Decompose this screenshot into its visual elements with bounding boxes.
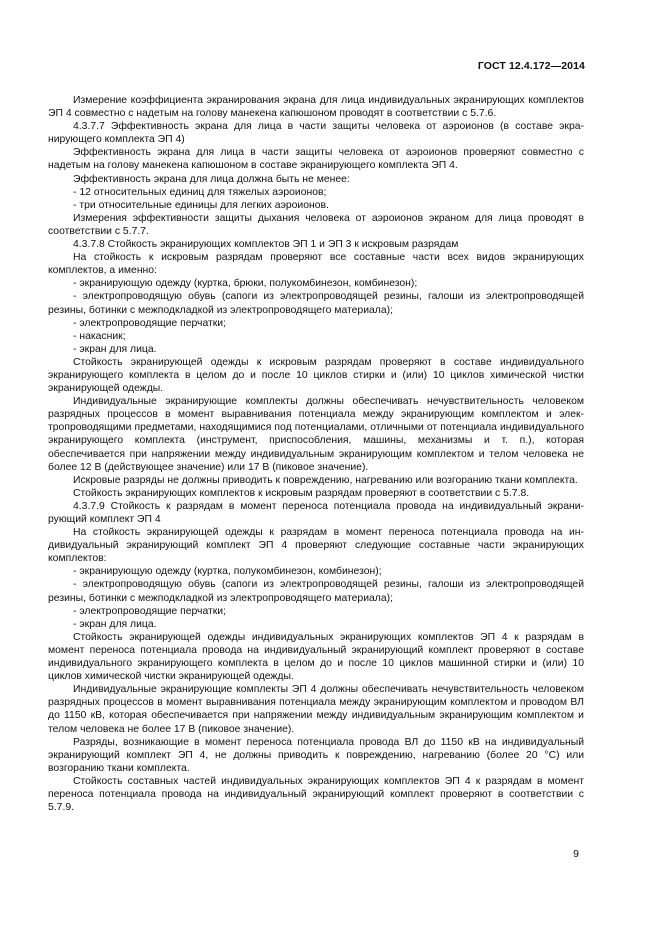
paragraph: На стойкость к искровым разрядам проверяют все составные части всех видов экранирующих комплектов, а именно: (48, 252, 584, 277)
page-number: 9 (573, 848, 579, 860)
list-item: - электропроводящую обувь (сапоги из электропроводящей резины, галоши из электропроводящей резины, ботинки с межподкладкой из электропроводящего материала); (48, 579, 584, 604)
list-item: - экранирующую одежду (куртка, полукомбинезон, комбинезон); (73, 566, 382, 578)
list-item: - экран для лица. (73, 618, 157, 630)
list-item: - экранирующую одежду (куртка, брюки, полукомбинезон, комбинезон); (73, 278, 418, 290)
list-item: - электропроводящие перчатки; (73, 317, 227, 329)
paragraph: Стойкость экранирующих комплектов к искровым разрядам проверяют в соответствии с 5.7.8. (73, 487, 530, 499)
list-item: - накасник; (73, 330, 126, 342)
clause-heading: 4.3.7.9 Стойкость к разрядам в момент переноса потенциала провода на индивидуальный экранирующий комплект ЭП 4 (48, 500, 584, 525)
list-item: - электропроводящие перчатки; (73, 605, 227, 617)
paragraph: Измерения эффективности защиты дыхания человека от аэроионов экраном для лица проводят в соответствии с 5.7.7. (48, 212, 584, 237)
list-item: - электропроводящую обувь (сапоги из электропроводящей резины, галоши из электропроводящей резины, ботинки с межподкладкой из электропроводящего материала); (48, 291, 584, 316)
paragraph: Стойкость экранирующей одежды индивидуальных экранирующих комплектов ЭП 4 к разрядам в момент переноса потенциала провода на индивидуальный экранирующий комплект проверяют в составе индивидуального экранирующего комплекта в целом до и после 10 циклов машинной стирки и (или) 10 циклов химической чистки экранирующей одежды. (48, 631, 584, 683)
paragraph: Разряды, возникающие в момент переноса потенциала провода ВЛ до 1150 кВ на индивидуальный экранирующий комплект ЭП 4, не должны приводить к повреждению, нагреванию (более 20 °С) или возгоранию ткани комплекта. (48, 736, 584, 774)
paragraph: Эффективность экрана для лица в части защиты человека от аэроионов проверяют совместно с надетым на голову манекена капюшоном в составе экранирующего комплекта ЭП 4. (48, 147, 584, 172)
paragraph: Стойкость составных частей индивидуальных экранирующих комплектов ЭП 4 к разрядам в момент переноса потенциала провода на индивидуальный экранирующий комплект проверяют в соответствии с 5.7.9. (48, 775, 584, 814)
paragraph: Стойкость экранирующей одежды к искровым разрядам проверяют в составе индивидуального экранирующего комплекта в целом до и после 10 циклов стирки и (или) 10 циклов химической чистки экранирующей одежды. (48, 356, 584, 395)
clause-heading: 4.3.7.7 Эффективность экрана для лица в части защиты человека от аэроионов (в составе экранирующего комплекта ЭП 4) (48, 121, 584, 146)
paragraph: Индивидуальные экранирующие комплекты ЭП 4 должны обеспечивать нечувствительность человеком разрядных процессов в момент выравнивания потенциала между экранирующим комплектом и проводом ВЛ до 1150 кВ, которая обеспечивается при напряжении между индивидуальным экранирующим комплектом и телом человека не более 17 В (пиковое значение). (48, 684, 584, 735)
standard-header: ГОСТ 12.4.172—2014 (477, 60, 585, 72)
list-item: - 12 относительных единиц для тяжелых аэроионов; (73, 186, 327, 198)
paragraph: Индивидуальные экранирующие комплекты должны обеспечивать нечувствительность человеком разрядных процессов в момент выравнивания потенциала между экранирующим комплектом и электропроводящими предметами, находящимися под потенциалами, отличными от потенциала индивидуального экранирующего комплекта (инструмент, приспособления, машины, механизмы и т. п.), которая обеспечивается при напряжении между индивидуальным экранирующим комплектом и телом человека не более 12 В (действующее значение) или 17 В (пиковое значение). (48, 396, 584, 473)
clause-heading: 4.3.7.8 Стойкость экранирующих комплектов ЭП 1 и ЭП 3 к искровым разрядам (73, 239, 459, 251)
paragraph: Искровые разряды не должны приводить к повреждению, нагреванию или возгоранию ткани комплекта. (73, 474, 578, 486)
paragraph: Измерение коэффициента экранирования экрана для лица индивидуальных экранирующих комплектов ЭП 4 совместно с надетым на голову манекена капюшоном проводят в соответствии с 5.7.6. (48, 95, 584, 120)
list-item: - экран для лица. (73, 343, 157, 355)
document-body (48, 94, 584, 814)
list-item: - три относительные единицы для легких аэроионов. (73, 199, 329, 211)
paragraph: Эффективность экрана для лица должна быть не менее: (73, 173, 350, 185)
paragraph: На стойкость экранирующей одежды к разрядам в момент переноса потенциала провода на индивидуальный экранирующий комплект ЭП 4 проверяют следующие составные части экранирующих комплектов: (48, 527, 584, 565)
